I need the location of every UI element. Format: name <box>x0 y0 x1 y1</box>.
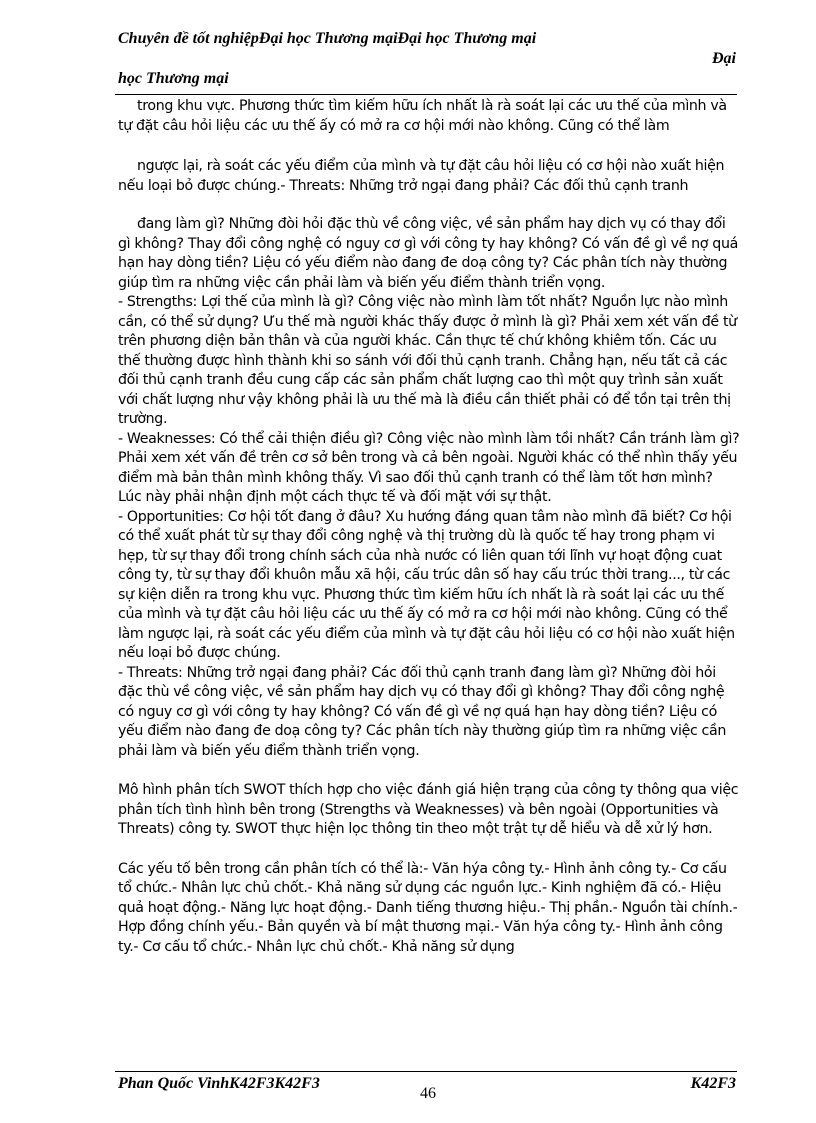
paragraph-internal-factors: Các yếu tố bên trong cần phân tích có thể là:- Văn hýa công ty.- Hình ảnh công ty.- Cơ cấu tổ chức.- Nhân lực chủ chốt.- Khả năng sử dụng các nguồn lực.- Kinh nghiệm đã có.- Hiệu quả hoạt động.- Năng lực hoạt động.- Danh tiếng thương hiệu.- Thị phần.- Nguồn tài chính.- Hợp đồng chính yếu.- Bản quyền và bí mật thương mại.- Văn hýa công ty.- Hình ảnh công ty.- Cơ cấu tổ chức.- Nhân lực chủ chốt.- Khả năng sử dụng <box>118 860 738 955</box>
footer-rule <box>115 1071 737 1072</box>
body-text <box>118 97 740 957</box>
paragraph: ngược lại, rà soát các yếu điểm của mình và tự đặt câu hỏi liệu có cơ hội nào xuất hiện nếu loại bỏ được chúng.- Threats: Những trở ngại đang phải? Các đối thủ cạnh tranh <box>118 158 725 194</box>
page-number: 46 <box>420 1085 436 1102</box>
paragraph-swot-model: Mô hình phân tích SWOT thích hợp cho việc đánh giá hiện trạng của công ty thông qua việc phân tích tình hình bên trong (Strengths và Weaknesses) và bên ngoài (Opportunities và Threats) công ty. SWOT thực hiện lọc thông tin theo một trật tự dễ hiểu và dễ xử lý hơn. <box>118 782 739 837</box>
header-title: Chuyên đề tốt nghiệpĐại học Thương mạiĐại học Thương mại <box>118 30 537 47</box>
paragraph: đang làm gì? Những đòi hỏi đặc thù về công việc, về sản phẩm hay dịch vụ có thay đổi gì không? Thay đổi công nghệ có nguy cơ gì với công ty hay không? Có vấn đề gì về nợ quá hạn hay dòng tiền? Liệu có yếu điểm nào đang đe doạ công ty? Các phân tích này thường giúp tìm ra những việc cần phải làm và biến yếu điểm thành triển vọng. <box>118 216 738 291</box>
paragraph-threats: - Threats: Những trở ngại đang phải? Các đối thủ cạnh tranh đang làm gì? Những đòi hỏi đặc thù về công việc, về sản phẩm hay dịch vụ có thay đổi gì không? Thay đổi công nghệ có nguy cơ gì với công ty hay không? Có vấn đề gì về nợ quá hạn hay dòng tiền? Liệu có yếu điểm nào đang đe doạ công ty? Các phân tích này thường giúp tìm ra những việc cần phải làm và biến yếu điểm thành triển vọng. <box>118 664 726 759</box>
paragraph-opportunities: - Opportunities: Cơ hội tốt đang ở đâu? Xu hướng đáng quan tâm nào mình đã biết? Cơ hội có thể xuất phát từ sự thay đổi công nghệ và thị trường dù là quốc tế hay trong phạm vi hẹp, từ sự thay đổi trong chính sách của nhà nước có liên quan tới lĩnh vự hoạt động cuat công ty, từ sự thay đổi khuôn mẫu xã hội, cấu trúc dân số hay cấu trúc thời trang..., từ các sự kiện diễn ra trong khu vực. Phương thức tìm kiếm hữu ích nhất là rà soát lại các ưu thế của mình và tự đặt câu hỏi liệu các ưu thế ấy có mở ra cơ hội mới nào không. Cũng có thể làm ngược lại, rà soát các yếu điểm của mình và tự đặt câu hỏi liệu có cơ hội nào xuất hiện nếu loại bỏ được chúng. <box>118 508 735 661</box>
header-title-continued: Đại <box>712 50 736 67</box>
paragraph-weaknesses: - Weaknesses: Có thể cải thiện điều gì? Công việc nào mình làm tồi nhất? Cần tránh làm gì? Phải xem xét vấn đề trên cơ sở bên trong và cả bên ngoài. Người khác có thể nhìn thấy yếu điểm mà bản thân mình không thấy. Vì sao đối thủ cạnh tranh có thể làm tốt hơn mình? Lúc này phải nhận định một cách thực tế và đối mặt với sự thật. <box>118 430 740 505</box>
paragraph-strengths: - Strengths: Lợi thế của mình là gì? Công việc nào mình làm tốt nhất? Nguồn lực nào mình cần, có thể sử dụng? Ưu thế mà người khác thấy được ở mình là gì? Phải xem xét vấn đề từ trên phương diện bản thân và của người khác. Cần thực tế chứ không khiêm tốn. Các ưu thế thường được hình thành khi so sánh với đối thủ cạnh tranh. Chẳng hạn, nếu tất cả các đối thủ cạnh tranh đều cung cấp các sản phẩm chất lượng cao thì một quy trình sản xuất với chất lượng như vậy không phải là ưu thế mà là điều cần thiết phải có để tồn tại trên thị trường. <box>118 294 737 427</box>
footer-author: Phan Quốc VinhK42F3K42F3 <box>118 1075 320 1092</box>
paragraph: trong khu vực. Phương thức tìm kiếm hữu ích nhất là rà soát lại các ưu thế của mình và tự đặt câu hỏi liệu các ưu thế ấy có mở ra cơ hội mới nào không. Cũng có thể làm <box>118 98 727 134</box>
header-rule <box>115 94 737 95</box>
header-title-line2: học Thương mại <box>118 70 229 87</box>
footer-class-code: K42F3 <box>690 1075 736 1092</box>
